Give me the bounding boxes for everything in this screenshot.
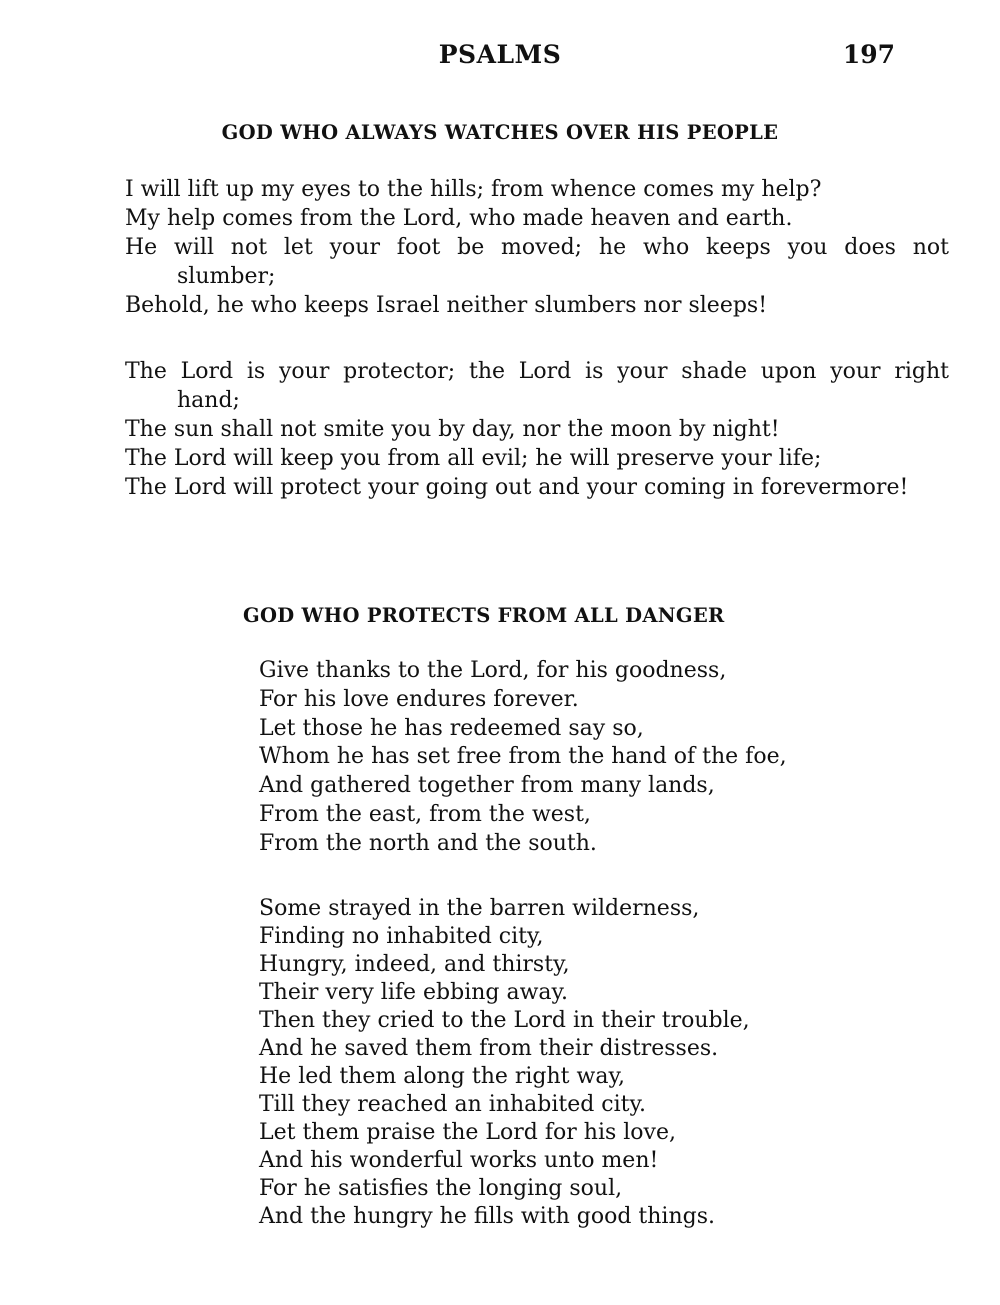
verse-line: Some strayed in the barren wilderness, — [259, 896, 700, 921]
verse-line: And his wonderful works unto men! — [259, 1148, 659, 1173]
psalm-121-stanza-2 — [125, 357, 949, 502]
verse-line: He will not let your foot be moved; he who keeps you does not slumber; — [125, 235, 949, 289]
running-head — [0, 40, 1000, 70]
verse-line: For his love endures forever. — [259, 686, 579, 712]
verse-line: And gathered together from many lands, — [259, 773, 715, 799]
psalm-121-stanza-1 — [125, 175, 949, 320]
verse-line: And the hungry he fills with good things. — [259, 1204, 715, 1229]
verse-line: The Lord will protect your going out and your coming in forevermore! — [125, 475, 909, 500]
verse-line: For he satisfies the longing soul, — [259, 1176, 623, 1201]
verse-line: Finding no inhabited city, — [259, 924, 544, 949]
verse-line: The Lord is your protector; the Lord is your shade upon your right hand; — [125, 359, 949, 413]
page-number: 197 — [842, 40, 895, 69]
verse-line: Their very life ebbing away. — [259, 980, 569, 1005]
verse-line: My help comes from the Lord, who made heaven and earth. — [125, 206, 793, 231]
verse-line: From the north and the south. — [259, 830, 597, 856]
verse-line: Give thanks to the Lord, for his goodness, — [259, 658, 727, 683]
verse-line: The Lord will keep you from all evil; he will preserve your life; — [125, 446, 822, 471]
verse-line: Hungry, indeed, and thirsty, — [259, 952, 570, 977]
verse-line: Till they reached an inhabited city. — [259, 1092, 646, 1117]
section-title-protects: GOD WHO PROTECTS FROM ALL DANGER — [243, 604, 725, 627]
verse-line: Then they cried to the Lord in their trouble, — [259, 1008, 750, 1033]
verse-line: From the east, from the west, — [259, 801, 591, 827]
verse-line: Let those he has redeemed say so, — [259, 715, 644, 741]
psalm-107-stanza-1 — [259, 657, 787, 859]
verse-line: The sun shall not smite you by day, nor the moon by night! — [125, 417, 780, 442]
running-title: PSALMS — [438, 40, 562, 69]
verse-line: Let them praise the Lord for his love, — [259, 1120, 676, 1145]
verse-line: Whom he has set free from the hand of the foe, — [259, 744, 787, 770]
verse-line: Behold, he who keeps Israel neither slumbers nor sleeps! — [125, 293, 768, 318]
psalm-107-stanza-2 — [259, 895, 750, 1231]
verse-line: I will lift up my eyes to the hills; from whence comes my help? — [125, 177, 822, 202]
section-title-watches: GOD WHO ALWAYS WATCHES OVER HIS PEOPLE — [221, 121, 779, 144]
verse-line: He led them along the right way, — [259, 1064, 625, 1089]
verse-line: And he saved them from their distresses. — [259, 1036, 719, 1061]
